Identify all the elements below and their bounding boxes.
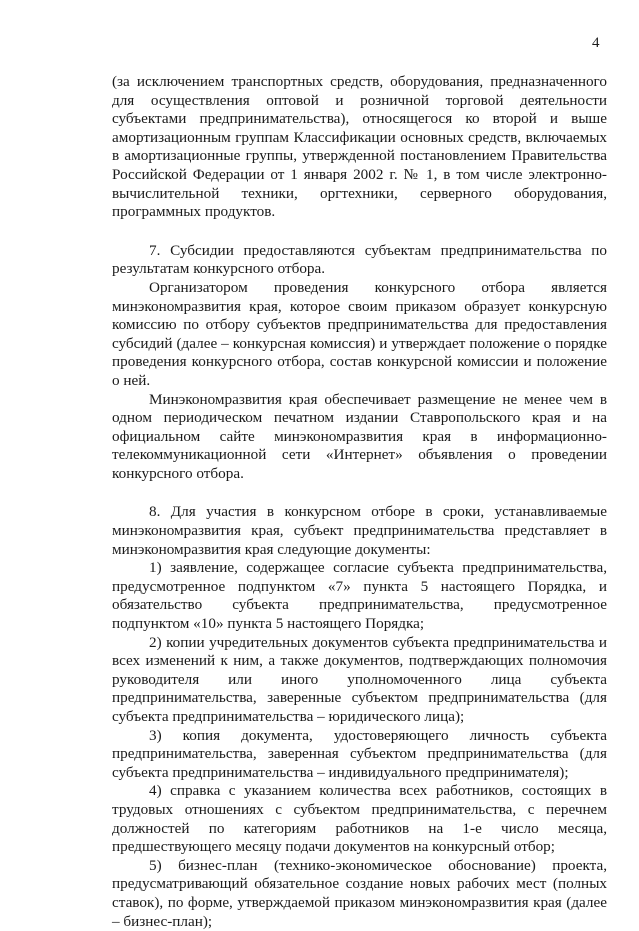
list-item-1: 1) заявление, содержащее согласие субъекта предпринимательства, предусмотренное подпунктом «7» пункта 5 настоящего Порядка, и обязательство субъекта предпринимательства, предусмотренное подпунктом «10» пункта 5 настоящего Порядка; bbox=[112, 559, 607, 633]
paragraph-item-7: 7. Субсидии предоставляются субъектам предпринимательства по результатам конкурсного отбора. bbox=[112, 241, 607, 278]
list-item-4: 4) справка с указанием количества всех работников, состоящих в трудовых отношениях с субъектом предпринимательства, с перечнем должностей по категориям работников на 1-е число месяца, предшествующего месяцу подачи документов на конкурсный отбор; bbox=[112, 782, 607, 856]
list-item-3: 3) копия документа, удостоверяющего личность субъекта предпринимательства, заверенная субъектом предпринимательства (для субъекта предпринимательства – индивидуального предпринимателя); bbox=[112, 726, 607, 781]
page-number: 4 bbox=[592, 35, 600, 51]
paragraph-publication: Минэкономразвития края обеспечивает размещение не менее чем в одном периодическом печатном издании Ставропольского края и на официальном сайте минэкономразвития края в информационно-телекоммуникационной сети «Интернет» объявления о проведении конкурсного отбора. bbox=[112, 390, 607, 482]
list-item-2: 2) копии учредительных документов субъекта предпринимательства и всех изменений к ним, а также документов, подтверждающих полномочия руководителя или иного уполномоченного лица субъекта предпринимательства, заверенные субъектом предпринимательства (для субъекта предпринимательства – юридического лица); bbox=[112, 633, 607, 725]
paragraph-organizer: Организатором проведения конкурсного отбора является минэкономразвития края, которое своим приказом образует конкурсную комиссию по отбору субъектов предпринимательства для предоставления субсидий (далее – конкурсная комиссия) и утверждает положение о порядке проведения конкурсного отбора, состав конкурсной комиссии и положение о ней. bbox=[112, 278, 607, 389]
paragraph-continuation: (за исключением транспортных средств, оборудования, предназначенного для осуществления оптовой и розничной торговой деятельности субъектами предпринимательства), относящегося ко второй и выше амортизационным группам Классификации основных средств, включаемых в амортизационные группы, утвержденной постановлением Правительства Российской Федерации от 1 января 2002 г. № 1, в том числе электронно-вычислительной техники, оргтехники, серверного оборудования, программных продуктов. bbox=[112, 73, 607, 221]
paragraph-item-8: 8. Для участия в конкурсном отборе в сроки, устанавливаемые минэкономразвития края, субъект предпринимательства представляет в минэкономразвития края следующие документы: bbox=[112, 503, 607, 558]
document-body bbox=[112, 73, 607, 931]
list-item-5: 5) бизнес-план (технико-экономическое обоснование) проекта, предусматривающий обязательное создание новых рабочих мест (полных ставок), по форме, утверждаемой приказом минэкономразвития края (далее – бизнес-план); bbox=[112, 856, 607, 930]
